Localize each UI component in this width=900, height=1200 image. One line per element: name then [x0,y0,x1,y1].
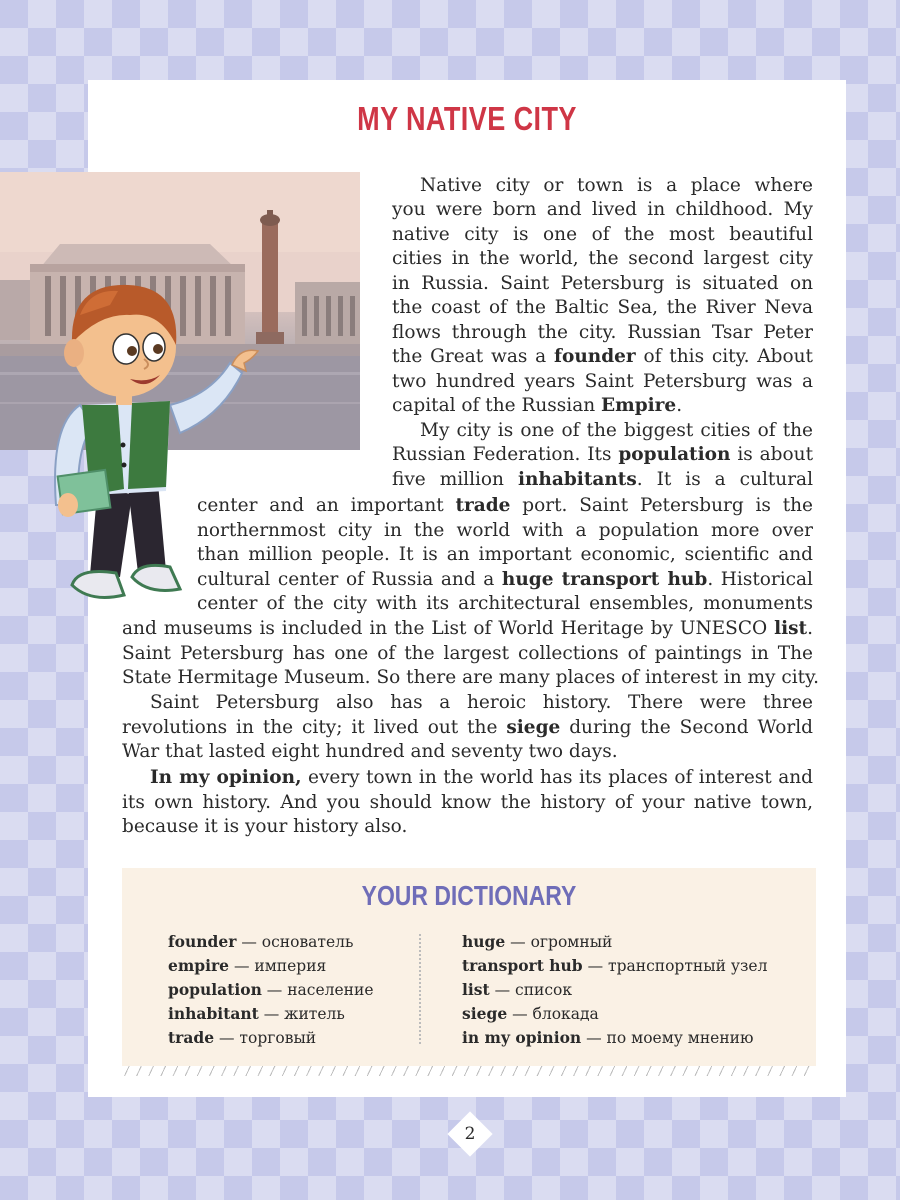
text-line: cultural center of Russia and a huge transport hub. Historical [197,569,813,590]
text-line: Russian Federation. Its population is about [392,444,814,465]
text-line: War that lasted eight hundred and seventy two days. [122,741,618,762]
keyword-founder: founder [554,346,636,367]
dictionary-entry: empire — империя [168,956,327,975]
page-number [448,1112,492,1156]
keyword-siege: siege [506,717,561,738]
keyword-inhabitants: inhabitants [517,469,637,490]
dictionary-right-column [462,930,767,1050]
text-line: in Russia. Saint Petersburg is situated on [392,273,813,294]
text-line: two hundred years Saint Petersburg was a [392,371,813,392]
text-line: Saint Petersburg also has a heroic history. There were three [150,692,813,713]
text-line: State Hermitage Museum. So there are many places of interest in my city. [122,667,819,688]
text-line: northernmost city in the world with a population more over [197,520,813,541]
text-line: cities in the world, the second largest city [392,248,813,269]
dictionary-border-ticks [122,1066,816,1076]
keyword-empire: Empire [601,395,677,416]
text-line: flows through the city. Russian Tsar Peter [392,322,813,343]
keyword-in-my-opinion: In my opinion, [150,767,302,788]
dictionary-entry: siege — блокада [462,1004,599,1023]
text-line: than million people. It is an important economic, scientific and [197,544,813,565]
keyword-trade: trade [455,495,511,516]
text-line: its own history. And you should know the history of your native town, [122,792,813,813]
dictionary-entry: founder — основатель [168,932,354,951]
keyword-huge-transport-hub: huge transport hub [501,569,708,590]
text-line: My city is one of the biggest cities of the [420,420,813,441]
page-number-label: 2 [464,1124,476,1144]
text-line: Native city or town is a place where [420,175,813,196]
text-line: and museums is included in the List of World Heritage by UNESCO list. [122,618,813,639]
text-line: Saint Petersburg has one of the largest collections of paintings in The [122,643,813,664]
dictionary-left-column [168,930,374,1050]
text-line: native city is one of the most beautiful [392,224,813,245]
text-line: revolutions in the city; it lived out the siege during the Second World [122,717,813,738]
keyword-list: list [774,618,808,639]
text-line: capital of the Russian Empire. [392,395,683,416]
text-line: center and an important trade port. Saint Petersburg is the [197,495,813,516]
text-line: In my opinion, every town in the world has its places of interest and [150,767,813,788]
dictionary-entry: inhabitant — житель [168,1004,345,1023]
dictionary-entry: huge — огромный [462,932,613,951]
dictionary-entry: population — население [168,980,374,999]
text-line: you were born and lived in childhood. My [392,199,813,220]
text-line: center of the city with its architectural ensembles, monuments [197,593,813,614]
page-title: MY NATIVE CITY [357,100,577,137]
dictionary-entry: in my opinion — по моему мнению [462,1028,754,1047]
text-line: because it is your history also. [122,816,408,837]
text-line: the Great was a founder of this city. About [392,346,813,367]
text-line: five million inhabitants. It is a cultural [392,469,814,490]
keyword-population: population [618,444,731,465]
text-line: the coast of the Baltic Sea, the River Neva [392,297,813,318]
dictionary-entry: transport hub — транспортный узел [462,956,768,975]
dictionary-entry: trade — торговый [168,1028,317,1047]
dictionary-entry: list — список [462,980,573,999]
dictionary-divider [419,934,421,1044]
dictionary-title: YOUR DICTIONARY [361,880,577,911]
